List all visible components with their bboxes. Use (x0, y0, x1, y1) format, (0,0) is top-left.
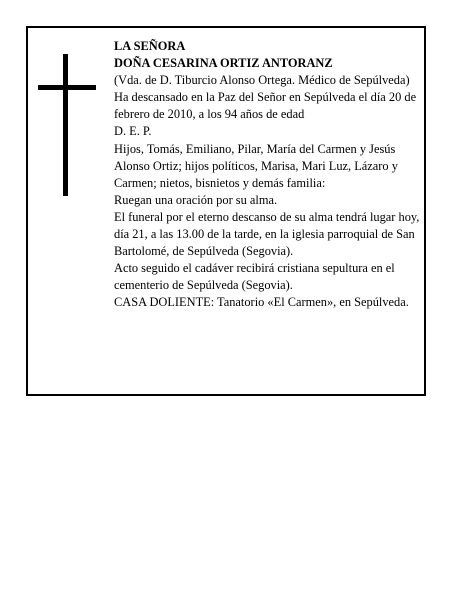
cross-vertical-bar (63, 54, 68, 196)
prayer-request: Ruegan una oración por su alma. (114, 192, 278, 207)
notice-title-line1: LA SEÑORA (114, 39, 186, 53)
dep-line: D. E. P. (114, 124, 152, 139)
funeral-details: El funeral por el eterno descanso de su alma tendrá lugar hoy, día 21, a las 13.00 de la tarde, en la iglesia parroquial de San Bartolomé, de Sepúlveda (Segovia). (114, 209, 420, 259)
deceased-subtitle: (Vda. de D. Tiburcio Alonso Ortega. Médico de Sepúlveda) (114, 73, 410, 88)
notice-text (114, 38, 420, 312)
cross-horizontal-bar (38, 85, 96, 90)
casa-doliente: CASA DOLIENTE: Tanatorio «El Carmen», en Sepúlveda. (114, 295, 409, 310)
deceased-name: DOÑA CESARINA ORTIZ ANTORANZ (114, 56, 333, 71)
family-list: Hijos, Tomás, Emiliano, Pilar, María del Carmen y Jesús Alonso Ortiz; hijos políticos, Marisa, Mari Luz, Lázaro y Carmen; nietos, bisnietos y demás familia: (114, 141, 398, 190)
death-statement: Ha descansado en la Paz del Señor en Sepúlveda el día 20 de febrero de 2010, a los 94 años de edad (114, 90, 417, 122)
burial-details: Acto seguido el cadáver recibirá cristiana sepultura en el cementerio de Sepúlveda (Segovia). (114, 261, 395, 293)
